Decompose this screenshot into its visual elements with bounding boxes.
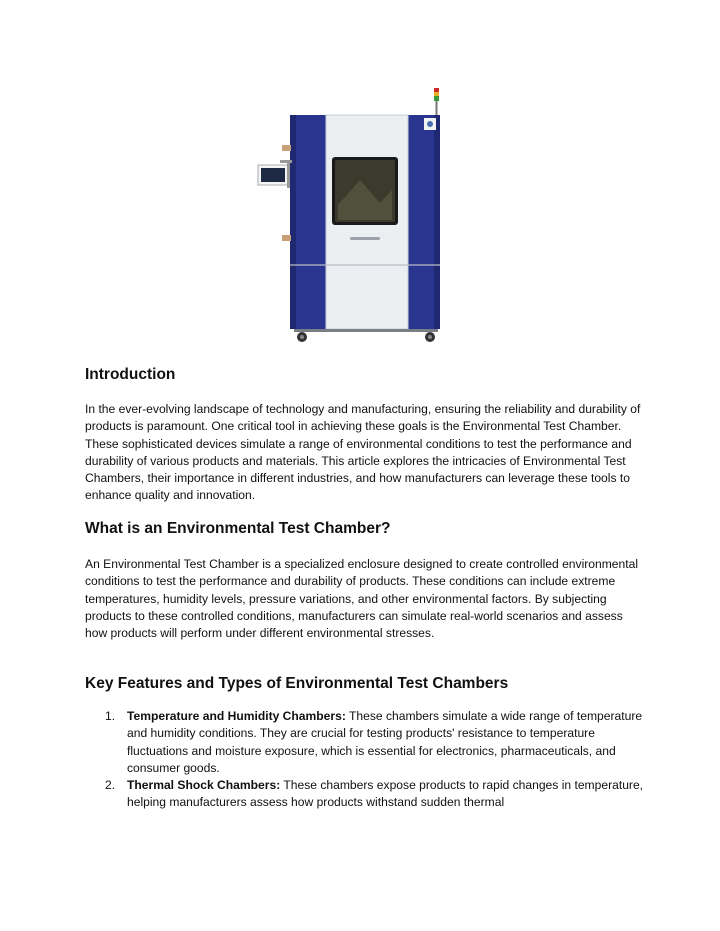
list-item-text: These chambers expose products to rapid changes in temperature, helping manufacturers assess how products withstand sudden thermal [127,778,644,810]
chamber-types-list [85,708,645,812]
section-heading-key-features: Key Features and Types of Environmental Test Chambers [85,675,509,692]
list-item [85,777,645,812]
section-heading-introduction: Introduction [85,366,176,383]
list-number: 2. [105,778,116,793]
list-item-text: These chambers simulate a wide range of temperature and humidity conditions. They are crucial for testing products' resistance to temperature fluctuations and moisture exposure, which is essential for electronics, pharmaceuticals, and consumer goods. [127,709,643,775]
list-item [85,708,645,777]
section-heading-what-is: What is an Environmental Test Chamber? [85,520,391,537]
test-chamber-image [240,85,455,350]
list-item-title: Thermal Shock Chambers: [127,778,281,793]
intro-paragraph: In the ever-evolving landscape of technology and manufacturing, ensuring the reliability and durability of products is paramount. One critical tool in achieving these goals is the Environmental Test Chamber. These sophisticated devices simulate a range of environmental conditions to test the performance and durability of various products and materials. This article explores the intricacies of Environmental Test Chambers, their importance in different industries, and how manufacturers can leverage these tools to enhance quality and innovation. [85,402,641,503]
list-item-title: Temperature and Humidity Chambers: [127,709,346,723]
definition-paragraph: An Environmental Test Chamber is a specialized enclosure designed to create controlled environmental conditions to test the performance and durability of products. These conditions can include extreme temperatures, humidity levels, pressure variations, and other environmental factors. By subjecting products to these controlled conditions, manufacturers can simulate real-world scenarios and assess how products will perform under different environmental stresses. [85,557,639,641]
list-number: 1. [105,709,116,723]
